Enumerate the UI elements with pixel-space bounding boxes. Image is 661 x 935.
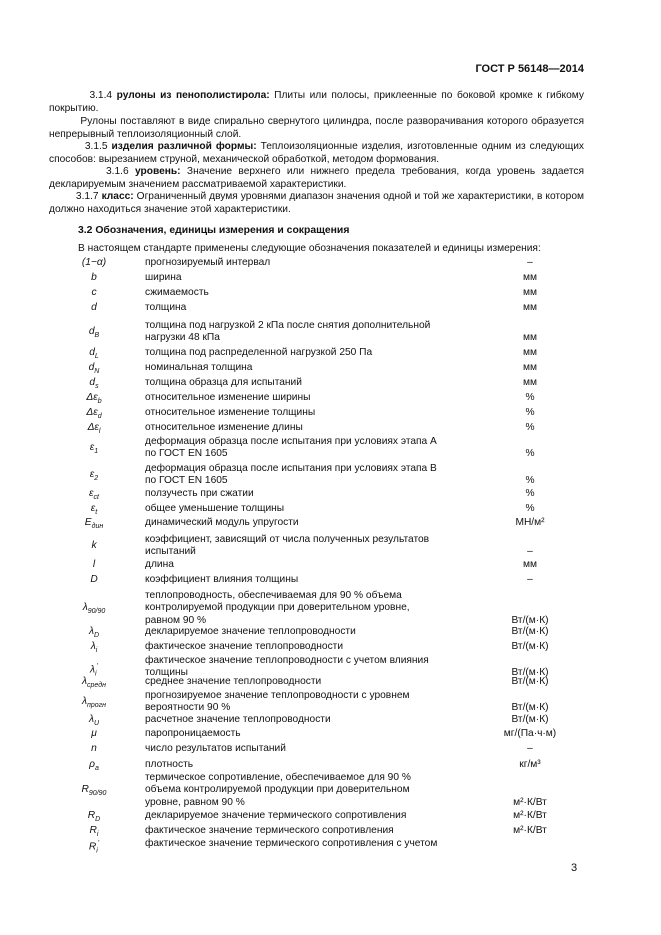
symbol-notation bbox=[60, 257, 128, 269]
symbol-base: d bbox=[91, 302, 97, 313]
description-line: относительное изменение ширины bbox=[145, 392, 311, 403]
symbol-base: ε bbox=[89, 442, 95, 454]
symbol-subscript: 2 bbox=[94, 475, 99, 483]
section-intro: В настоящем стандарте применены следующие обозначения показателей и единицы измерения: bbox=[78, 243, 541, 254]
symbol-unit: мм bbox=[522, 347, 537, 358]
symbol-subscript: L bbox=[94, 353, 99, 361]
description-line: объема контролируемой продукции при доверительном bbox=[145, 784, 410, 796]
symbol-description bbox=[145, 422, 465, 434]
symbol-notation bbox=[60, 377, 128, 393]
symbol-unit: % bbox=[525, 392, 535, 403]
symbol-base: b bbox=[91, 272, 97, 283]
symbol-subscript: l bbox=[98, 428, 101, 436]
term-3-1-7 bbox=[49, 191, 584, 216]
term-number: 3.1.6 bbox=[105, 166, 129, 177]
description-line: фактическое значение термического сопротивления bbox=[145, 825, 394, 836]
symbol-subscript: i bbox=[96, 847, 98, 855]
symbol-unit: – bbox=[527, 743, 533, 754]
symbol-notation bbox=[60, 574, 128, 586]
symbol-subscript: ct bbox=[93, 494, 99, 502]
description-line: прогнозируемый интервал bbox=[145, 257, 271, 268]
symbol-description bbox=[145, 463, 465, 488]
symbol-subscript: 90/90 bbox=[87, 608, 106, 616]
symbol-description bbox=[145, 517, 465, 529]
symbol-unit: Вт/(м·К) bbox=[511, 667, 549, 679]
symbol-unit: м²·К/Вт bbox=[513, 796, 547, 808]
symbol-description bbox=[145, 436, 465, 461]
description-line: равном 90 % bbox=[145, 614, 207, 626]
symbol-description bbox=[145, 559, 465, 571]
symbol-description bbox=[145, 743, 465, 755]
description-line: испытаний bbox=[145, 546, 196, 558]
symbol-subscript: N bbox=[94, 368, 100, 376]
symbol-description bbox=[145, 320, 465, 345]
description-line: деформация образца после испытания при условиях этапа А bbox=[145, 436, 437, 447]
symbol-subscript: i bbox=[95, 647, 98, 655]
symbol-notation bbox=[60, 838, 128, 858]
term-number: 3.1.7 bbox=[75, 191, 99, 202]
description-line: номинальная толщина bbox=[145, 362, 253, 373]
symbol-description bbox=[145, 626, 465, 638]
symbol-base: Δε bbox=[87, 422, 99, 433]
symbol-description bbox=[145, 574, 465, 586]
symbol-base: ρ bbox=[89, 759, 95, 770]
term-title: класс: bbox=[101, 191, 134, 202]
symbol-description bbox=[145, 825, 465, 837]
symbol-base: Δε bbox=[86, 392, 98, 403]
symbol-notation bbox=[60, 302, 128, 314]
symbol-subscript: B bbox=[94, 332, 100, 340]
description-line: коэффициент, зависящий от числа полученных результатов bbox=[145, 534, 430, 545]
symbol-description bbox=[145, 641, 465, 653]
symbol-base: l bbox=[92, 559, 96, 570]
term-3-1-6 bbox=[49, 166, 584, 191]
symbol-base: R bbox=[89, 825, 97, 836]
symbol-notation bbox=[60, 641, 128, 657]
symbol-unit: мм bbox=[522, 377, 537, 388]
symbol-base: d bbox=[88, 362, 95, 373]
symbol-subscript: D bbox=[93, 632, 100, 640]
symbol-unit: кг/м³ bbox=[519, 759, 541, 770]
symbol-base: d bbox=[89, 347, 95, 358]
description-line: теплопроводность, обеспечиваемая для 90 % объема bbox=[145, 590, 402, 601]
symbol-unit: – bbox=[527, 546, 533, 558]
description-line: толщины bbox=[145, 667, 188, 679]
symbol-description bbox=[145, 362, 465, 374]
description-line: фактическое значение теплопроводности bbox=[145, 641, 344, 652]
symbol-base: n bbox=[91, 743, 97, 754]
symbol-base: c bbox=[91, 287, 97, 298]
symbol-unit: Вт/(м·К) bbox=[511, 714, 549, 725]
symbol-base: R bbox=[81, 784, 89, 796]
symbol-notation bbox=[60, 469, 128, 485]
symbol-subscript: 90/90 bbox=[88, 790, 107, 798]
symbol-subscript: D bbox=[95, 816, 101, 824]
symbol-notation bbox=[60, 362, 128, 378]
symbol-subscript: b bbox=[97, 398, 102, 406]
symbol-description bbox=[145, 302, 465, 314]
symbol-description bbox=[145, 488, 465, 500]
term-definition: Ограниченный двумя уровнями диапазон значения одной и той же характеристики, в котором должно находиться значение этой характеристики. bbox=[49, 191, 584, 215]
symbol-notation bbox=[60, 626, 128, 642]
description-line: среднее значение теплопроводности bbox=[145, 676, 322, 687]
description-line: прогнозируемое значение теплопроводности с уровнем bbox=[145, 690, 410, 701]
symbol-description bbox=[145, 759, 465, 771]
symbol-notation bbox=[60, 442, 128, 458]
symbol-base: d bbox=[88, 326, 95, 338]
symbol-base: λ bbox=[90, 641, 96, 652]
symbol-prime: ' bbox=[97, 840, 100, 847]
symbol-subscript: t bbox=[95, 509, 98, 517]
description-line: относительное изменение длины bbox=[145, 422, 303, 433]
symbol-base: ε bbox=[90, 503, 96, 514]
symbol-base: μ bbox=[91, 728, 97, 739]
symbol-unit: – bbox=[527, 257, 533, 268]
symbol-notation bbox=[60, 287, 128, 299]
symbol-subscript: i bbox=[95, 670, 97, 678]
symbol-notation bbox=[60, 540, 128, 552]
term-definition: Плиты или полосы, приклеенные по боковой кромке к гибкому покрытию. bbox=[49, 90, 584, 114]
symbol-subscript: 1 bbox=[94, 448, 99, 456]
symbol-subscript: a bbox=[94, 765, 99, 773]
symbol-base: λ bbox=[82, 676, 88, 687]
symbol-description bbox=[145, 690, 465, 715]
symbol-base: E bbox=[84, 517, 92, 528]
symbol-subscript: i bbox=[96, 831, 99, 839]
description-line: коэффициент влияния толщины bbox=[145, 574, 299, 585]
symbol-unit: м²·К/Вт bbox=[513, 825, 547, 836]
symbol-unit: мм bbox=[522, 362, 537, 373]
symbol-unit: мм bbox=[522, 332, 537, 344]
term-definition: Рулоны поставляют в виде спирально свернутого цилиндра, после разворачивания которого образуется непрерывный теплоизоляционный слой. bbox=[49, 116, 584, 140]
document-header: ГОСТ Р 56148—2014 bbox=[475, 63, 584, 75]
term-definition: Теплоизоляционные изделия, изготовленные одним из следующих способов: вырезанием струной, механической обработкой, методом формования. bbox=[49, 141, 584, 165]
symbol-notation bbox=[60, 517, 128, 533]
symbol-unit: % bbox=[525, 422, 535, 433]
description-line: фактическое значение теплопроводности с учетом влияния bbox=[145, 655, 429, 666]
symbol-description bbox=[145, 272, 465, 284]
symbol-description bbox=[145, 534, 465, 559]
description-line: толщина под распределенной нагрузкой 250 Па bbox=[145, 347, 373, 358]
description-line: расчетное значение теплопроводности bbox=[145, 714, 331, 725]
symbol-description bbox=[145, 503, 465, 515]
symbol-description bbox=[145, 714, 465, 726]
symbol-subscript: прогн bbox=[87, 702, 106, 710]
description-line: контролируемой продукции при доверительном уровне, bbox=[145, 602, 410, 614]
symbol-description bbox=[145, 772, 465, 809]
symbol-unit: Вт/(м·К) bbox=[511, 702, 549, 714]
symbol-notation bbox=[60, 392, 128, 408]
symbol-base: Δε bbox=[86, 407, 98, 418]
term-3-1-4-note bbox=[49, 116, 584, 141]
symbol-unit: % bbox=[525, 488, 535, 499]
symbol-notation bbox=[60, 559, 128, 571]
symbol-base: R bbox=[88, 841, 97, 853]
description-line: по ГОСТ EN 1605 bbox=[145, 448, 228, 460]
symbol-base: λ bbox=[88, 626, 94, 637]
description-line: нагрузки 48 кПа bbox=[145, 332, 220, 344]
description-line: деформация образца после испытания при условиях этапа В bbox=[145, 463, 437, 474]
description-line: вероятности 90 % bbox=[145, 702, 231, 714]
symbol-notation bbox=[60, 272, 128, 284]
description-line: паропроницаемость bbox=[145, 728, 241, 739]
symbol-description bbox=[145, 407, 465, 419]
symbol-description bbox=[145, 377, 465, 389]
symbol-unit: % bbox=[525, 503, 535, 514]
description-line: уровне, равном 90 % bbox=[145, 796, 245, 808]
description-line: относительное изменение толщины bbox=[145, 407, 316, 418]
symbol-description bbox=[145, 590, 465, 627]
symbol-description bbox=[145, 676, 465, 688]
symbol-unit: % bbox=[525, 475, 535, 487]
symbol-unit: м²·К/Вт bbox=[513, 810, 547, 821]
symbol-unit: МН/м² bbox=[515, 517, 545, 528]
symbol-unit: Вт/(м·К) bbox=[511, 676, 549, 687]
symbol-description bbox=[145, 810, 465, 822]
symbol-unit: Вт/(м·К) bbox=[511, 614, 549, 626]
symbol-description bbox=[145, 287, 465, 299]
description-line: ползучесть при сжатии bbox=[145, 488, 254, 499]
symbol-unit: Вт/(м·К) bbox=[511, 626, 549, 637]
symbol-notation bbox=[60, 347, 128, 363]
symbol-notation bbox=[60, 602, 128, 618]
description-line: декларируемое значение теплопроводности bbox=[145, 626, 356, 637]
description-line: по ГОСТ EN 1605 bbox=[145, 475, 228, 487]
symbol-base: D bbox=[90, 574, 98, 585]
term-number: 3.1.4 bbox=[89, 90, 113, 101]
symbol-description bbox=[145, 392, 465, 404]
symbol-subscript: средн bbox=[87, 682, 106, 690]
symbol-base: λ bbox=[82, 696, 88, 708]
symbol-subscript: U bbox=[93, 720, 100, 728]
symbol-base: (1−α) bbox=[81, 257, 107, 268]
symbol-unit: % bbox=[525, 407, 535, 418]
symbol-notation bbox=[60, 696, 128, 712]
symbol-base: k bbox=[91, 540, 97, 552]
term-definition: Значение верхнего или нижнего предела требования, когда уровень задается декларируемым значением рассматриваемой характеристики. bbox=[49, 166, 584, 190]
symbol-description bbox=[145, 257, 465, 269]
description-line: термическое сопротивление, обеспечиваемое для 90 % bbox=[145, 772, 411, 783]
symbol-notation bbox=[60, 743, 128, 755]
symbol-base: λ bbox=[82, 602, 88, 614]
symbol-base: R bbox=[87, 810, 96, 821]
symbol-notation bbox=[60, 488, 128, 504]
symbol-subscript: дин bbox=[91, 523, 104, 531]
symbol-unit: Вт/(м·К) bbox=[511, 641, 549, 652]
description-line: плотность bbox=[145, 759, 194, 770]
symbol-unit: % bbox=[525, 448, 535, 460]
symbol-base: ε bbox=[89, 488, 94, 499]
symbol-prime: ' bbox=[96, 663, 98, 671]
symbol-base: d bbox=[89, 377, 96, 388]
term-title: уровень: bbox=[135, 166, 181, 177]
term-3-1-5 bbox=[49, 141, 584, 166]
description-line: длина bbox=[145, 559, 174, 570]
symbol-notation bbox=[60, 326, 128, 342]
page-number: 3 bbox=[571, 862, 578, 874]
description-line: толщина bbox=[145, 302, 187, 313]
symbol-notation bbox=[60, 759, 128, 775]
description-line: сжимаемость bbox=[145, 287, 209, 298]
section-title: 3.2 Обозначения, единицы измерения и сокращения bbox=[78, 225, 350, 236]
symbol-subscript: d bbox=[97, 413, 102, 421]
symbol-unit: мг/(Па·ч·м) bbox=[503, 728, 557, 739]
symbol-unit: – bbox=[527, 574, 533, 585]
symbol-notation bbox=[60, 784, 128, 800]
symbol-description bbox=[145, 347, 465, 359]
description-line: декларируемое значение термического сопротивления bbox=[145, 810, 407, 821]
symbol-unit: мм bbox=[522, 302, 537, 313]
symbol-notation bbox=[60, 728, 128, 740]
symbol-description bbox=[145, 838, 465, 850]
description-line: ширина bbox=[145, 272, 182, 283]
symbol-subscript: s bbox=[95, 383, 99, 391]
symbol-notation bbox=[60, 676, 128, 692]
symbol-unit: мм bbox=[522, 287, 537, 298]
symbol-base: ε bbox=[89, 469, 95, 481]
symbol-base: λ bbox=[90, 664, 96, 676]
symbol-notation bbox=[60, 810, 128, 826]
description-line: число результатов испытаний bbox=[145, 743, 286, 754]
description-line: динамический модуль упругости bbox=[145, 517, 299, 528]
term-title: изделия различной формы: bbox=[111, 141, 257, 152]
symbol-notation bbox=[60, 422, 128, 438]
symbol-base: λ bbox=[88, 714, 94, 725]
description-line: фактическое значение термического сопротивления с учетом bbox=[145, 838, 438, 849]
symbol-description bbox=[145, 728, 465, 740]
term-number: 3.1.5 bbox=[84, 141, 108, 152]
symbol-unit: мм bbox=[522, 272, 537, 283]
term-3-1-4 bbox=[49, 90, 584, 115]
description-line: общее уменьшение толщины bbox=[145, 503, 285, 514]
symbol-unit: мм bbox=[522, 559, 537, 570]
description-line: толщина под нагрузкой 2 кПа после снятия дополнительной bbox=[145, 320, 431, 331]
description-line: толщина образца для испытаний bbox=[145, 377, 302, 388]
term-title: рулоны из пенополистирола: bbox=[116, 90, 270, 101]
symbol-notation bbox=[60, 407, 128, 423]
